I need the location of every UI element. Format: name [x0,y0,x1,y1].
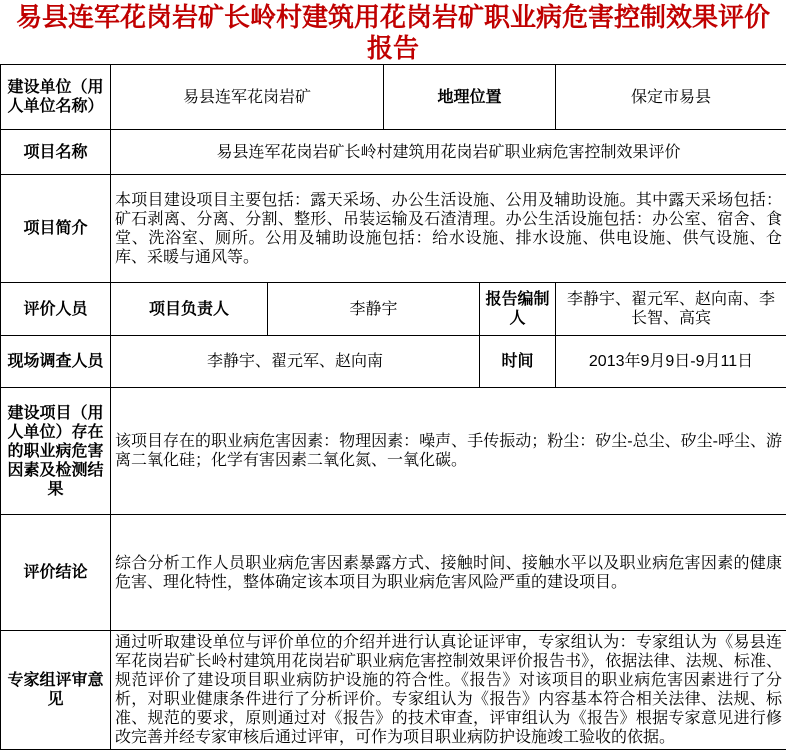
report-writers-value: 李静宇、翟元军、赵向南、李长智、高宾 [556,283,786,336]
construction-unit-label: 建设单位（用人单位名称） [1,65,111,130]
evaluators-label: 评价人员 [1,283,111,336]
expert-review-value: 通过听取建设单位与评价单位的介绍并进行认真论证评审，专家组认为：专家组认为《易县连军花岗岩矿长岭村建筑用花岗岩矿职业病危害控制效果评价报告书》，依据法律、法规、标准、规范评价了建设项目职业病防护设施的符合性。《报告》对该项目的职业病危害因素进行了分析，对职业健康条件进行了分析评价。专家组认为《报告》内容基本符合相关法律、法规、标准、规范的要求，原则通过对《报告》的技术审查，评审组认为《报告》根据专家意见进行修改完善并经专家审核后通过评审，可作为项目职业病防护设施竣工验收的依据。 [111,631,786,750]
construction-unit-value: 易县连军花岗岩矿 [111,65,384,130]
row-evaluators [1,283,786,336]
row-expert-review [1,631,786,750]
project-intro-label: 项目简介 [1,175,111,283]
hazard-factors-label: 建设项目（用人单位）存在的职业病危害因素及检测结果 [1,388,111,515]
row-construction-unit [1,65,786,130]
evaluation-conclusion-label: 评价结论 [1,515,111,631]
row-project-name [1,130,786,175]
row-project-intro [1,175,786,283]
site-survey-value: 李静宇、翟元军、赵向南 [111,336,480,388]
report-writers-label: 报告编制人 [480,283,556,336]
project-name-label: 项目名称 [1,130,111,175]
project-intro-value: 本项目建设项目主要包括：露天采场、办公生活设施、公用及辅助设施。其中露天采场包括：矿石剥离、分离、分割、整形、吊装运输及石渣清理。办公生活设施包括：办公室、宿舍、食堂、洗浴室、厕所。公用及辅助设施包括：给水设施、排水设施、供电设施、供气设施、仓库、采暖与通风等。 [111,175,786,283]
time-label: 时间 [480,336,556,388]
project-leader-value: 李静宇 [268,283,480,336]
row-hazard-factors [1,388,786,515]
row-site-survey [1,336,786,388]
report-table [0,64,786,750]
project-leader-label: 项目负责人 [111,283,268,336]
hazard-factors-value: 该项目存在的职业病危害因素：物理因素：噪声、手传振动；粉尘：矽尘-总尘、矽尘-呼尘、游离二氧化硅；化学有害因素二氧化氮、一氧化碳。 [111,388,786,515]
report-title: 易县连军花岗岩矿长岭村建筑用花岗岩矿职业病危害控制效果评价报告 [15,1,770,63]
project-name-value: 易县连军花岗岩矿长岭村建筑用花岗岩矿职业病危害控制效果评价 [111,130,786,175]
time-value: 2013年9月9日-9月11日 [556,336,786,388]
evaluation-conclusion-value: 综合分析工作人员职业病危害因素暴露方式、接触时间、接触水平以及职业病危害因素的健康危害、理化特性，整体确定该本项目为职业病危害风险严重的建设项目。 [111,515,786,631]
row-evaluation-conclusion [1,515,786,631]
site-survey-label: 现场调查人员 [1,336,111,388]
expert-review-label: 专家组评审意见 [1,631,111,750]
location-label: 地理位置 [384,65,556,130]
location-value: 保定市易县 [556,65,786,130]
